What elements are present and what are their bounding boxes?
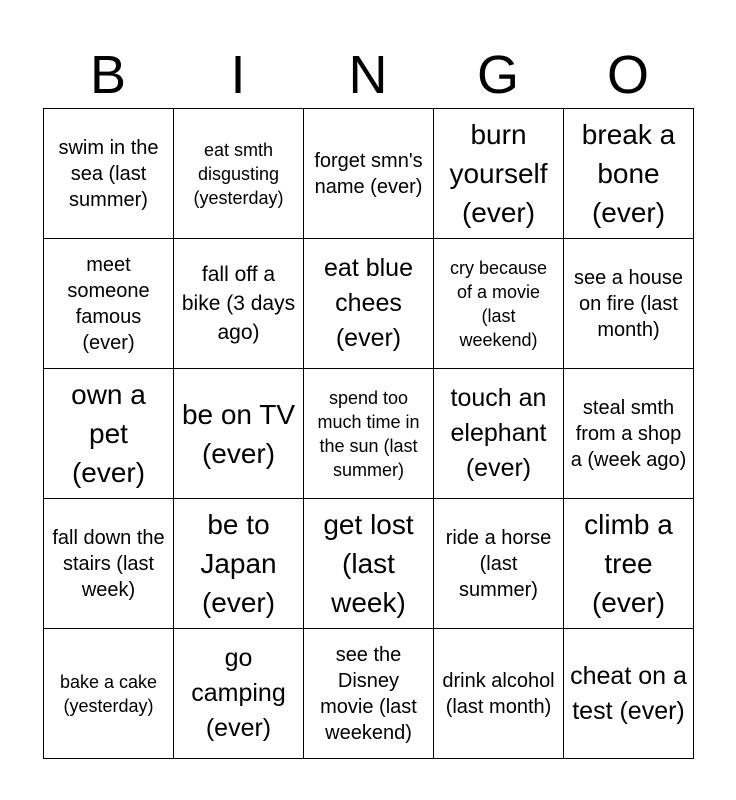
header-letter-b: B xyxy=(89,45,127,105)
cell-text: eat blue chees (ever) xyxy=(324,254,413,352)
cell-text: cheat on a test (ever) xyxy=(570,661,687,725)
bingo-cell-r3-c5[interactable] xyxy=(564,369,694,499)
cell-text: get lost (last week) xyxy=(323,509,414,618)
cell-text: touch an elephant (ever) xyxy=(450,384,547,482)
bingo-cell-r2-c5[interactable] xyxy=(564,239,694,369)
bingo-cell-r5-c3[interactable] xyxy=(304,629,434,759)
bingo-cell-r2-c3[interactable] xyxy=(304,239,434,369)
bingo-cell-r2-c1[interactable] xyxy=(44,239,174,369)
bingo-cell-r5-c5[interactable] xyxy=(564,629,694,759)
cell-text: swim in the sea (last summer) xyxy=(58,136,159,211)
cell-text: see a house on fire (last month) xyxy=(574,266,683,341)
cell-text: drink alcohol (last month) xyxy=(442,669,555,718)
cell-text: forget smn's name (ever) xyxy=(314,149,423,198)
bingo-cell-r5-c2[interactable] xyxy=(174,629,304,759)
cell-text: see the Disney movie (last weekend) xyxy=(320,643,417,744)
bingo-cell-r4-c1[interactable] xyxy=(44,499,174,629)
header-letter-o: O xyxy=(606,45,649,105)
cell-text: break a bone (ever) xyxy=(581,119,676,228)
bingo-cell-r2-c2[interactable] xyxy=(174,239,304,369)
cell-text: spend too much time in the sun (last summer) xyxy=(317,387,420,480)
header-letter-i: I xyxy=(230,45,246,105)
cell-text: fall off a bike (3 days ago) xyxy=(181,263,296,344)
cell-text: burn yourself (ever) xyxy=(449,119,548,228)
bingo-cell-r1-c3[interactable] xyxy=(304,109,434,239)
cell-text: be on TV (ever) xyxy=(181,398,296,469)
cell-text: own a pet (ever) xyxy=(71,379,146,488)
bingo-grid xyxy=(43,108,694,759)
bingo-cell-r4-c2[interactable] xyxy=(174,499,304,629)
cell-text: fall down the stairs (last week) xyxy=(52,526,165,601)
cell-text: eat smth disgusting (yesterday) xyxy=(193,139,284,208)
bingo-cell-r1-c5[interactable] xyxy=(564,109,694,239)
bingo-card xyxy=(43,42,694,759)
bingo-cell-r1-c2[interactable] xyxy=(174,109,304,239)
bingo-cell-r5-c1[interactable] xyxy=(44,629,174,759)
cell-text: be to Japan (ever) xyxy=(200,509,277,618)
bingo-cell-r5-c4[interactable] xyxy=(434,629,564,759)
bingo-cell-r3-c2[interactable] xyxy=(174,369,304,499)
bingo-cell-r1-c1[interactable] xyxy=(44,109,174,239)
bingo-cell-r4-c5[interactable] xyxy=(564,499,694,629)
cell-text: ride a horse (last summer) xyxy=(445,526,552,601)
header-letter-g: G xyxy=(476,45,519,105)
cell-text: climb a tree (ever) xyxy=(584,509,673,618)
bingo-cell-r3-c4[interactable] xyxy=(434,369,564,499)
bingo-cell-r1-c4[interactable] xyxy=(434,109,564,239)
bingo-cell-r4-c4[interactable] xyxy=(434,499,564,629)
bingo-header xyxy=(43,42,694,108)
bingo-cell-r3-c1[interactable] xyxy=(44,369,174,499)
cell-text: go camping (ever) xyxy=(191,644,286,742)
cell-text: steal smth from a shop a (week ago) xyxy=(570,396,687,471)
bingo-cell-r3-c3[interactable] xyxy=(304,369,434,499)
cell-text: bake a cake (yesterday) xyxy=(59,671,158,716)
cell-text: meet someone famous (ever) xyxy=(67,253,150,354)
bingo-cell-r4-c3[interactable] xyxy=(304,499,434,629)
header-letter-n: N xyxy=(348,45,388,105)
bingo-cell-r2-c4[interactable] xyxy=(434,239,564,369)
cell-text: cry because of a movie (last weekend) xyxy=(449,257,548,350)
